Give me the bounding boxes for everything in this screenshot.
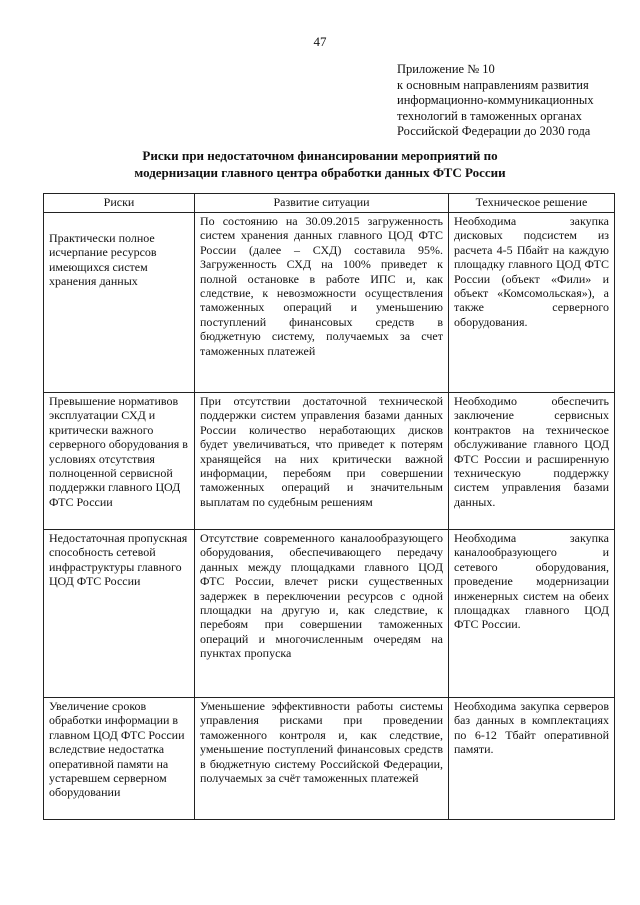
appendix-line: технологий в таможенных органах <box>397 108 582 123</box>
table-row <box>44 393 615 530</box>
document-title-line: модернизации главного центра обработки данных ФТС России <box>134 164 506 180</box>
development-cell: По состоянию на 30.09.2015 загруженность систем хранения данных главного ЦОД ФТС России (далее – СХД) составила 95%. Загруженность СХД на 100% приведет к полной остановке в работе ИПС и, как следствие, к невозможности осуществления таможенных операций и уменьшению поступлений финансовых средств в бюджетную систему, получаемых за счет таможенных платежей <box>195 213 449 393</box>
table-row <box>44 698 615 820</box>
page-number: 47 <box>313 34 327 49</box>
risk-cell: Недостаточная пропускная способность сетевой инфраструктуры главного ЦОД ФТС России <box>44 530 195 698</box>
risks-table <box>43 193 615 820</box>
solution-cell: Необходима закупка каналообразующего и сетевого оборудования, проведение модернизации инженерных систем на обеих площадках главного ЦОД ФТС России. <box>449 530 615 698</box>
table-row <box>44 530 615 698</box>
solution-cell: Необходима закупка серверов баз данных в комплектациях по 6-12 Тбайт оперативной памяти. <box>449 698 615 820</box>
risk-cell: Превышение нормативов эксплуатации СХД и критически важного серверного оборудования в условиях отсутствия полноценной сервисной поддержки главного ЦОД ФТС России <box>44 393 195 530</box>
development-cell: Отсутствие современного каналообразующего оборудования, обеспечивающего передачу данных между площадками главного ЦОД ФТС России, влечет риски существенных задержек в переключении ресурсов с одной площадки на другую и, как следствие, к перебоям при совершении таможенных операций и многочисленным очередям на пунктах пропуска <box>195 530 449 698</box>
document-title <box>60 148 580 181</box>
table-header-row <box>44 194 615 213</box>
risk-text: Практически полное исчерпание ресурсов имеющихся систем хранения данных <box>49 231 157 289</box>
appendix-line: Российской Федерации до 2030 года <box>397 124 591 138</box>
column-header-risks: Риски <box>44 194 195 213</box>
development-cell: При отсутствии достаточной технической поддержки систем управления базами данных России количество неработающих дисков будет увеличиваться, что приведет к потерям хранящейся на них критически важной информации, перебоям при совершении таможенных операций и значительным выплатам по судебным решениям <box>195 393 449 530</box>
solution-cell: Необходима закупка дисковых подсистем из расчета 4-5 Пбайт на каждую площадку главного ЦОД ФТС России (объект «Фили» и объект «Комсомольская»), а также серверного оборудования. <box>449 213 615 393</box>
document-title-line: Риски при недостаточном финансировании мероприятий по <box>142 148 498 163</box>
solution-cell: Необходимо обеспечить заключение сервисных контрактов на техническое обслуживание главного ЦОД ФТС России и расширенную техническую поддержку систем управления базами данных. <box>449 393 615 530</box>
development-cell: Уменьшение эффективности работы системы управления рисками при проведении таможенного контроля и, как следствие, уменьшение поступлений финансовых средств в бюджетную систему Российской Федерации, получаемых за счёт таможенных платежей <box>195 698 449 820</box>
column-header-development: Развитие ситуации <box>195 194 449 213</box>
appendix-line: к основным направлениям развития <box>397 77 589 92</box>
column-header-solution: Техническое решение <box>449 194 615 213</box>
risk-cell: Увеличение сроков обработки информации в главном ЦОД ФТС России вследствие недостатка оперативной памяти на устаревшем серверном оборудовании <box>44 698 195 820</box>
table-row <box>44 213 615 393</box>
appendix-label: Приложение № 10 <box>397 62 495 76</box>
appendix-line: информационно-коммуникационных <box>397 93 594 107</box>
appendix-note <box>397 62 627 140</box>
risk-cell <box>44 213 195 393</box>
